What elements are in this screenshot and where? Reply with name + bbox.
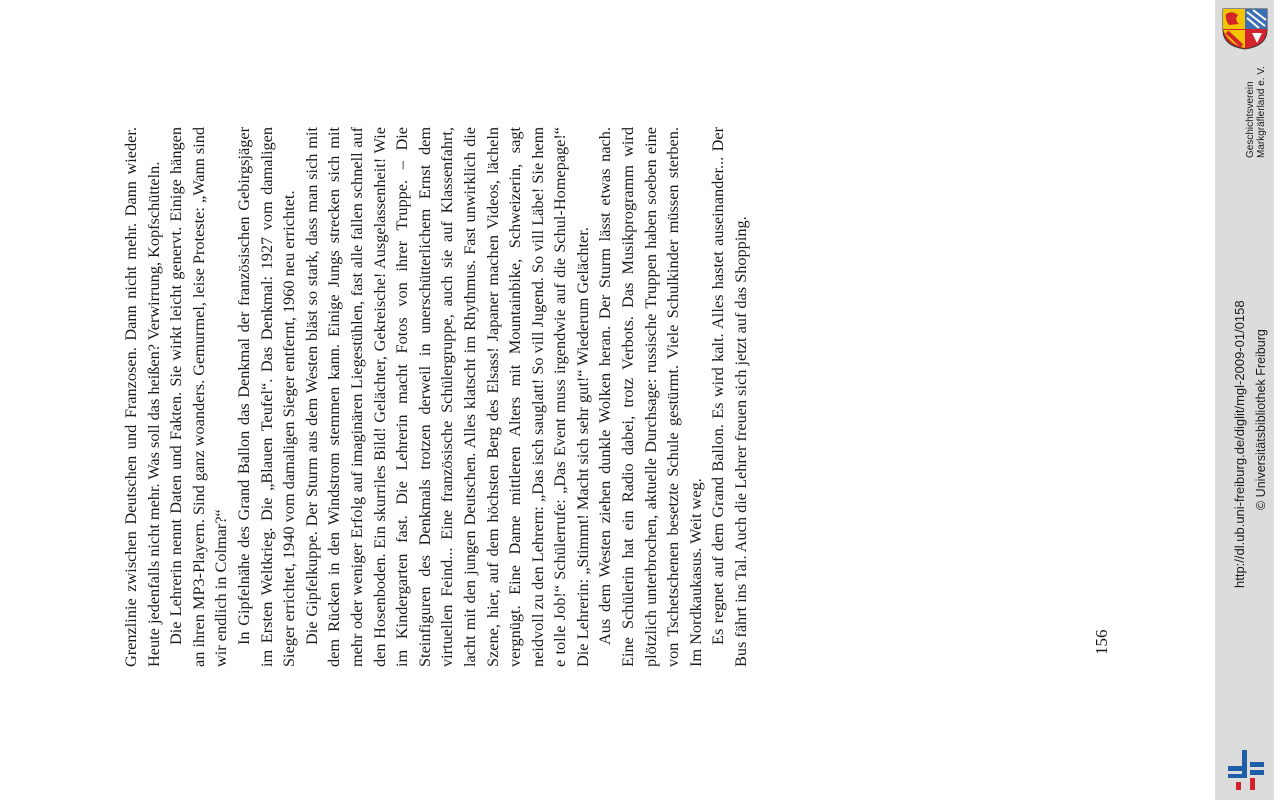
library-logo[interactable] [1226, 748, 1268, 792]
paragraph-5: Aus dem Westen ziehen dunkle Wolken heran. Der Sturm lässt etwas nach. Eine Schülerin hat ein Radio dabei, trotz Verbots. Das Musikprogramm wird plötzlich unterbrochen, aktuelle Durchsage: russische Truppen haben soeben eine von Tschetschenen besetzte Schule gestürmt. Viele Schulkinder müssen sterben. Im Nordkaukasus. Weit weg. [595, 127, 705, 667]
verein-label [1245, 38, 1267, 158]
verein-line-2: Markgräflerland e. V. [1256, 66, 1267, 158]
paragraph-6: Es regnet auf dem Grand Ballon. Es wird kalt. Alles hastet auseinander... Der Bus fährt ins Tal. Auch die Lehrer freuen sich jetzt auf das Shopping. [708, 127, 751, 667]
paragraph-2: Die Lehrerin nennt Daten und Fakten. Sie wirkt leicht genervt. Einige hängen an ihren MP3-Playern. Sind ganz woanders. Gemurmel, leise Proteste: „Wann sind wir endlich in Colmar?“ [166, 127, 231, 667]
permalink-url[interactable]: http://dl.ub.uni-freiburg.de/diglit/mgl-2009-01/0158 [1232, 300, 1247, 588]
verein-line-1: Geschichtsverein [1245, 81, 1256, 158]
paragraph-3: In Gipfelnähe des Grand Ballon das Denkmal der französischen Gebirgsjäger im Ersten Weltkrieg. Die „Blauen Teufel“. Das Denkmal: 1927 vom damaligen Sieger errichtet, 1940 vom damaligen Sieger entfernt, 1960 neu errichtet. [233, 127, 299, 667]
page-number: 156 [1092, 629, 1111, 655]
article-text [120, 127, 753, 667]
paragraph-4: Die Gipfelkuppe. Der Sturm aus dem Westen bläst so stark, dass man sich mit dem Rücken in den Windstrom stemmen kann. Einige Jungs strecken sich mit mehr oder weniger Erfolg auf imaginären Liegestühlen, fast alle fallen schnell auf den Hosenboden. Ein skurriles Bild! Gelächter, Gekreische! Ausgelassenheit! Wie im Kindergarten fast. Die Lehrerin macht Fotos von ihrer Truppe. – Die Steinfiguren des Denkmals trotzen derweil in unerschütterlichem Ernst dem virtuellen Feind... Eine französische Schülergruppe, auch sie auf Klassenfahrt, lacht mit den jungen Deutschen. Alles klatscht im Rhythmus. Fast unwirklich die Szene, hier, auf dem höchsten Berg des Elsass! Japaner machen Videos, lächeln vergnügt. Eine Dame mittleren Alters mit Mountainbike, Schweizerin, sagt neidvoll zu den Lehrern: „Das isch sauglatt! So vill Jugend. So vill Läbe! Sie henn e tolle Job!“ Schülerrufe: „Das Event muss irgendwie auf die Schul-Homepage!“ Die Lehrerin: „Stimmt! Macht sich sehr gut!“ Wiederum Gelächter. [301, 127, 592, 667]
paragraph-1: Grenzlinie zwischen Deutschen und Franzosen. Dann nicht mehr. Dann wieder. Heute jedenfalls nicht mehr. Was soll das heißen? Verwirrung, Kopfschütteln. [121, 127, 163, 667]
copyright-notice: © Universitätsbibliothek Freiburg [1254, 329, 1268, 510]
